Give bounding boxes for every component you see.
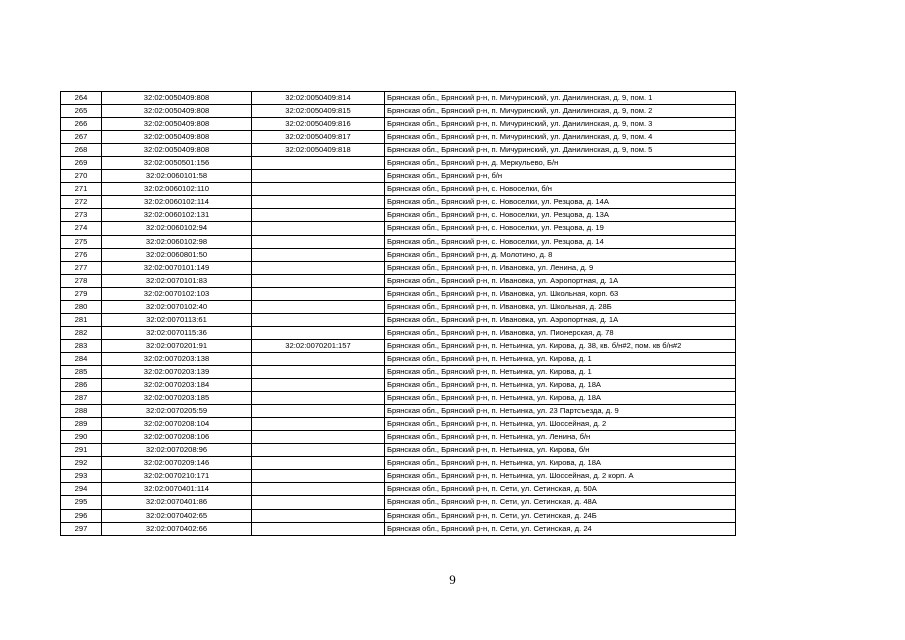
address-cell: Брянская обл., Брянский р-н, п. Сети, ул. Сетинская, д. 50А xyxy=(385,483,736,496)
row-number-cell: 270 xyxy=(61,170,102,183)
premises-cadastral-number-cell xyxy=(252,392,385,405)
row-number-cell: 278 xyxy=(61,274,102,287)
premises-cadastral-number-cell xyxy=(252,405,385,418)
address-cell: Брянская обл., Брянский р-н, с. Новоселки, ул. Резцова, д. 19 xyxy=(385,222,736,235)
row-number-cell: 286 xyxy=(61,379,102,392)
address-cell: Брянская обл., Брянский р-н, п. Нетьинка, ул. Шоссейная, д. 2 корп. А xyxy=(385,470,736,483)
premises-cadastral-number-cell: 32:02:0050409:814 xyxy=(252,92,385,105)
row-number-cell: 281 xyxy=(61,313,102,326)
address-cell: Брянская обл., Брянский р-н, п. Нетьинка, ул. 23 Партсъезда, д. 9 xyxy=(385,405,736,418)
address-cell: Брянская обл., Брянский р-н, п. Сети, ул. Сетинская, д. 24 xyxy=(385,522,736,535)
table-row xyxy=(61,379,736,392)
address-cell: Брянская обл., Брянский р-н, п. Сети, ул. Сетинская, д. 48А xyxy=(385,496,736,509)
premises-cadastral-number-cell xyxy=(252,509,385,522)
row-number-cell: 280 xyxy=(61,300,102,313)
cadastral-number-cell: 32:02:0060102:110 xyxy=(102,183,252,196)
cadastral-number-cell: 32:02:0050409:808 xyxy=(102,92,252,105)
premises-cadastral-number-cell xyxy=(252,157,385,170)
table-row xyxy=(61,183,736,196)
table-row xyxy=(61,157,736,170)
premises-cadastral-number-cell xyxy=(252,196,385,209)
address-cell: Брянская обл., Брянский р-н, п. Сети, ул. Сетинская, д. 24Б xyxy=(385,509,736,522)
property-register-table xyxy=(60,91,736,536)
address-cell: Брянская обл., Брянский р-н, п. Ивановка, ул. Ленина, д. 9 xyxy=(385,261,736,274)
table-row xyxy=(61,522,736,535)
cadastral-number-cell: 32:02:0070115:36 xyxy=(102,326,252,339)
table-row xyxy=(61,235,736,248)
premises-cadastral-number-cell: 32:02:0070201:157 xyxy=(252,339,385,352)
table-row xyxy=(61,248,736,261)
premises-cadastral-number-cell xyxy=(252,248,385,261)
cadastral-number-cell: 32:02:0070102:103 xyxy=(102,287,252,300)
cadastral-number-cell: 32:02:0070203:139 xyxy=(102,365,252,378)
row-number-cell: 267 xyxy=(61,131,102,144)
cadastral-number-cell: 32:02:0070402:65 xyxy=(102,509,252,522)
row-number-cell: 264 xyxy=(61,92,102,105)
cadastral-number-cell: 32:02:0070203:138 xyxy=(102,352,252,365)
table-row xyxy=(61,457,736,470)
row-number-cell: 295 xyxy=(61,496,102,509)
cadastral-number-cell: 32:02:0070205:59 xyxy=(102,405,252,418)
premises-cadastral-number-cell: 32:02:0050409:815 xyxy=(252,105,385,118)
address-cell: Брянская обл., Брянский р-н, п. Ивановка, ул. Школьная, корп. 63 xyxy=(385,287,736,300)
address-cell: Брянская обл., Брянский р-н, п. Мичуринский, ул. Данилинская, д. 9, пом. 2 xyxy=(385,105,736,118)
cadastral-number-cell: 32:02:0070101:83 xyxy=(102,274,252,287)
table-row xyxy=(61,509,736,522)
address-cell: Брянская обл., Брянский р-н, п. Ивановка, ул. Школьная, д. 28Б xyxy=(385,300,736,313)
row-number-cell: 287 xyxy=(61,392,102,405)
row-number-cell: 289 xyxy=(61,418,102,431)
row-number-cell: 290 xyxy=(61,431,102,444)
row-number-cell: 277 xyxy=(61,261,102,274)
address-cell: Брянская обл., Брянский р-н, п. Ивановка, ул. Пионерская, д. 78 xyxy=(385,326,736,339)
premises-cadastral-number-cell: 32:02:0050409:816 xyxy=(252,118,385,131)
address-cell: Брянская обл., Брянский р-н, с. Новоселки, ул. Резцова, д. 13А xyxy=(385,209,736,222)
row-number-cell: 285 xyxy=(61,365,102,378)
row-number-cell: 271 xyxy=(61,183,102,196)
premises-cadastral-number-cell xyxy=(252,379,385,392)
address-cell: Брянская обл., Брянский р-н, п. Ивановка, ул. Аэропортная, д. 1А xyxy=(385,274,736,287)
premises-cadastral-number-cell xyxy=(252,483,385,496)
address-cell: Брянская обл., Брянский р-н, б/н xyxy=(385,170,736,183)
table-row xyxy=(61,431,736,444)
table-row xyxy=(61,209,736,222)
cadastral-number-cell: 32:02:0050409:808 xyxy=(102,118,252,131)
table-row xyxy=(61,470,736,483)
table-row xyxy=(61,365,736,378)
premises-cadastral-number-cell xyxy=(252,365,385,378)
cadastral-number-cell: 32:02:0050409:808 xyxy=(102,105,252,118)
table-row xyxy=(61,405,736,418)
premises-cadastral-number-cell xyxy=(252,444,385,457)
premises-cadastral-number-cell xyxy=(252,418,385,431)
address-cell: Брянская обл., Брянский р-н, д. Меркульево, Б/н xyxy=(385,157,736,170)
row-number-cell: 272 xyxy=(61,196,102,209)
cadastral-number-cell: 32:02:0070201:91 xyxy=(102,339,252,352)
address-cell: Брянская обл., Брянский р-н, п. Мичуринский, ул. Данилинская, д. 9, пом. 1 xyxy=(385,92,736,105)
row-number-cell: 276 xyxy=(61,248,102,261)
table-row xyxy=(61,196,736,209)
table-row xyxy=(61,144,736,157)
table-row xyxy=(61,105,736,118)
table-row xyxy=(61,118,736,131)
row-number-cell: 297 xyxy=(61,522,102,535)
address-cell: Брянская обл., Брянский р-н, д. Молотино, д. 8 xyxy=(385,248,736,261)
cadastral-number-cell: 32:02:0060102:94 xyxy=(102,222,252,235)
row-number-cell: 266 xyxy=(61,118,102,131)
row-number-cell: 279 xyxy=(61,287,102,300)
cadastral-number-cell: 32:02:0070113:61 xyxy=(102,313,252,326)
premises-cadastral-number-cell: 32:02:0050409:817 xyxy=(252,131,385,144)
table-row xyxy=(61,287,736,300)
table-row xyxy=(61,313,736,326)
table-row xyxy=(61,339,736,352)
row-number-cell: 291 xyxy=(61,444,102,457)
table-body xyxy=(61,92,736,536)
address-cell: Брянская обл., Брянский р-н, п. Нетьинка, ул. Шоссейная, д. 2 xyxy=(385,418,736,431)
table-row xyxy=(61,444,736,457)
address-cell: Брянская обл., Брянский р-н, п. Нетьинка, ул. Ленина, б/н xyxy=(385,431,736,444)
address-cell: Брянская обл., Брянский р-н, с. Новоселки, ул. Резцова, д. 14 xyxy=(385,235,736,248)
row-number-cell: 292 xyxy=(61,457,102,470)
page-number: 9 xyxy=(449,572,456,587)
table-row xyxy=(61,326,736,339)
premises-cadastral-number-cell xyxy=(252,170,385,183)
premises-cadastral-number-cell xyxy=(252,431,385,444)
cadastral-number-cell: 32:02:0070208:104 xyxy=(102,418,252,431)
premises-cadastral-number-cell xyxy=(252,470,385,483)
premises-cadastral-number-cell xyxy=(252,183,385,196)
cadastral-number-cell: 32:02:0060102:98 xyxy=(102,235,252,248)
row-number-cell: 274 xyxy=(61,222,102,235)
cadastral-number-cell: 32:02:0070208:106 xyxy=(102,431,252,444)
premises-cadastral-number-cell xyxy=(252,274,385,287)
row-number-cell: 294 xyxy=(61,483,102,496)
row-number-cell: 275 xyxy=(61,235,102,248)
premises-cadastral-number-cell xyxy=(252,261,385,274)
row-number-cell: 296 xyxy=(61,509,102,522)
row-number-cell: 269 xyxy=(61,157,102,170)
address-cell: Брянская обл., Брянский р-н, п. Нетьинка, ул. Кирова, д. 1 xyxy=(385,352,736,365)
table-row xyxy=(61,483,736,496)
row-number-cell: 268 xyxy=(61,144,102,157)
premises-cadastral-number-cell xyxy=(252,326,385,339)
table-row xyxy=(61,261,736,274)
address-cell: Брянская обл., Брянский р-н, п. Ивановка, ул. Аэропортная, д. 1А xyxy=(385,313,736,326)
table-row xyxy=(61,496,736,509)
premises-cadastral-number-cell xyxy=(252,287,385,300)
address-cell: Брянская обл., Брянский р-н, п. Нетьинка, ул. Кирова, д. 38, кв. б/н#2, пом. кв б/н#2 xyxy=(385,339,736,352)
row-number-cell: 288 xyxy=(61,405,102,418)
address-cell: Брянская обл., Брянский р-н, п. Нетьинка, ул. Кирова, д. 18А xyxy=(385,457,736,470)
address-cell: Брянская обл., Брянский р-н, с. Новоселки, б/н xyxy=(385,183,736,196)
cadastral-number-cell: 32:02:0070101:149 xyxy=(102,261,252,274)
cadastral-number-cell: 32:02:0070401:114 xyxy=(102,483,252,496)
table-row xyxy=(61,92,736,105)
table-row xyxy=(61,300,736,313)
table-row xyxy=(61,131,736,144)
premises-cadastral-number-cell xyxy=(252,235,385,248)
row-number-cell: 284 xyxy=(61,352,102,365)
cadastral-number-cell: 32:02:0060102:114 xyxy=(102,196,252,209)
address-cell: Брянская обл., Брянский р-н, п. Нетьинка, ул. Кирова, д. 1 xyxy=(385,365,736,378)
premises-cadastral-number-cell xyxy=(252,300,385,313)
premises-cadastral-number-cell xyxy=(252,313,385,326)
address-cell: Брянская обл., Брянский р-н, с. Новоселки, ул. Резцова, д. 14А xyxy=(385,196,736,209)
table-row xyxy=(61,170,736,183)
table-row xyxy=(61,418,736,431)
premises-cadastral-number-cell xyxy=(252,522,385,535)
row-number-cell: 265 xyxy=(61,105,102,118)
table-row xyxy=(61,352,736,365)
row-number-cell: 293 xyxy=(61,470,102,483)
row-number-cell: 273 xyxy=(61,209,102,222)
premises-cadastral-number-cell: 32:02:0050409:818 xyxy=(252,144,385,157)
address-cell: Брянская обл., Брянский р-н, п. Мичуринский, ул. Данилинская, д. 9, пом. 4 xyxy=(385,131,736,144)
cadastral-number-cell: 32:02:0070402:66 xyxy=(102,522,252,535)
premises-cadastral-number-cell xyxy=(252,209,385,222)
premises-cadastral-number-cell xyxy=(252,222,385,235)
row-number-cell: 283 xyxy=(61,339,102,352)
table-row xyxy=(61,222,736,235)
cadastral-number-cell: 32:02:0050409:808 xyxy=(102,131,252,144)
address-cell: Брянская обл., Брянский р-н, п. Мичуринский, ул. Данилинская, д. 9, пом. 3 xyxy=(385,118,736,131)
cadastral-number-cell: 32:02:0060801:50 xyxy=(102,248,252,261)
cadastral-number-cell: 32:02:0070102:40 xyxy=(102,300,252,313)
cadastral-number-cell: 32:02:0050501:156 xyxy=(102,157,252,170)
cadastral-number-cell: 32:02:0070210:171 xyxy=(102,470,252,483)
cadastral-number-cell: 32:02:0070203:184 xyxy=(102,379,252,392)
cadastral-number-cell: 32:02:0070208:96 xyxy=(102,444,252,457)
table-row xyxy=(61,392,736,405)
cadastral-number-cell: 32:02:0070203:185 xyxy=(102,392,252,405)
table-row xyxy=(61,274,736,287)
cadastral-number-cell: 32:02:0060101:58 xyxy=(102,170,252,183)
address-cell: Брянская обл., Брянский р-н, п. Нетьинка, ул. Кирова, д. 18А xyxy=(385,392,736,405)
cadastral-number-cell: 32:02:0070209:146 xyxy=(102,457,252,470)
premises-cadastral-number-cell xyxy=(252,352,385,365)
cadastral-number-cell: 32:02:0060102:131 xyxy=(102,209,252,222)
cadastral-number-cell: 32:02:0050409:808 xyxy=(102,144,252,157)
premises-cadastral-number-cell xyxy=(252,496,385,509)
premises-cadastral-number-cell xyxy=(252,457,385,470)
address-cell: Брянская обл., Брянский р-н, п. Нетьинка, ул. Кирова, б/н xyxy=(385,444,736,457)
cadastral-number-cell: 32:02:0070401:86 xyxy=(102,496,252,509)
address-cell: Брянская обл., Брянский р-н, п. Нетьинка, ул. Кирова, д. 18А xyxy=(385,379,736,392)
row-number-cell: 282 xyxy=(61,326,102,339)
address-cell: Брянская обл., Брянский р-н, п. Мичуринский, ул. Данилинская, д. 9, пом. 5 xyxy=(385,144,736,157)
